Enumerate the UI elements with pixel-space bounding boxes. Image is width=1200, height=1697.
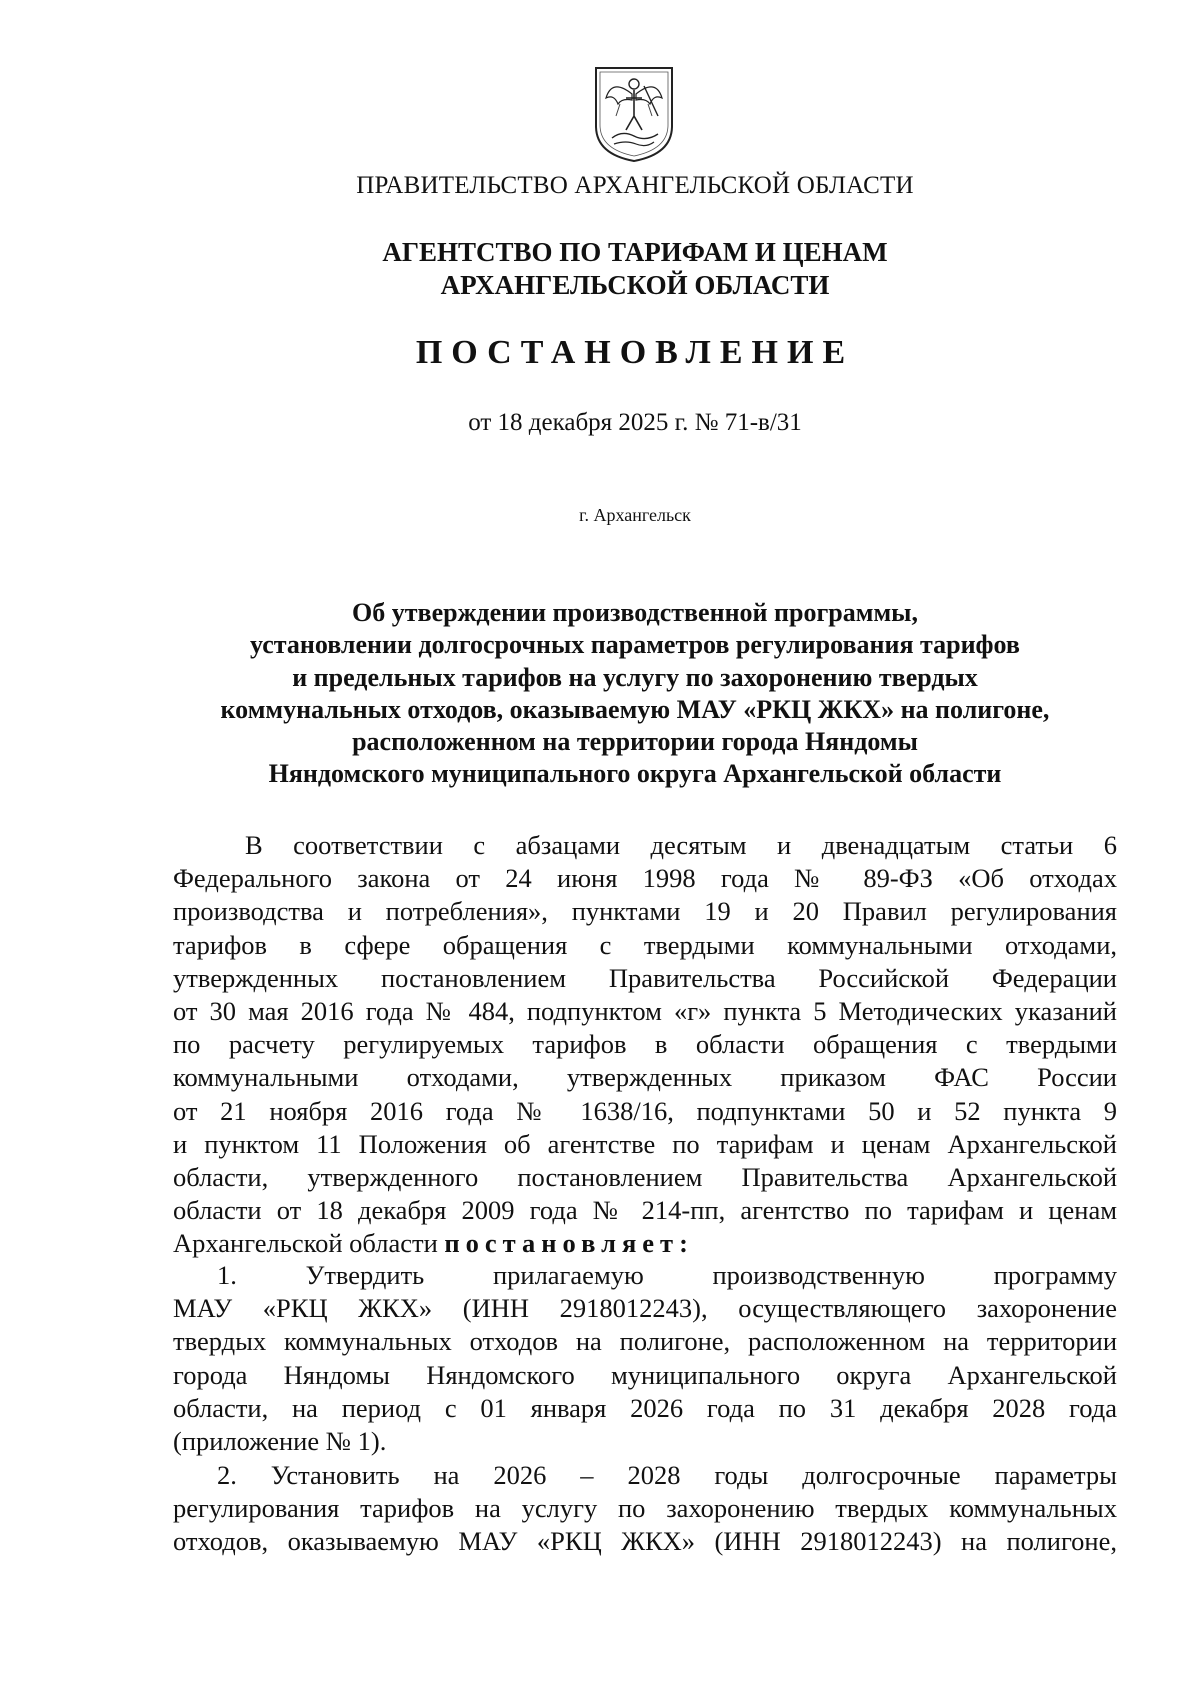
item-1-line: города Няндомы Няндомского муниципального округа Архангельской <box>173 1359 1117 1390</box>
subject-line: Об утверждении производственной программы, <box>352 598 918 627</box>
preamble-line: области от 18 декабря 2009 года № 214-пп, агентство по тарифам и ценам <box>173 1195 1117 1226</box>
preamble-line: коммунальными отходами, утвержденных приказом ФАС России <box>173 1062 1117 1093</box>
document-type: ПОСТАНОВЛЕНИЕ <box>415 334 855 371</box>
preamble-line: области, утвержденного постановлением Правительства Архангельской <box>173 1161 1117 1192</box>
preamble-line: производства и потребления», пунктами 19 и 20 Правил регулирования <box>173 896 1117 927</box>
item-1-line: 1. Утвердить прилагаемую производственную программу <box>217 1260 1117 1290</box>
preamble-last-prefix: Архангельской области <box>173 1228 445 1259</box>
preamble-line: по расчету регулируемых тарифов в области обращения с твердыми <box>173 1029 1117 1060</box>
document-city: г. Архангельск <box>579 505 691 525</box>
item-2-line: 2. Установить на 2026 – 2028 годы долгосрочные параметры <box>217 1460 1117 1490</box>
government-name: ПРАВИТЕЛЬСТВО АРХАНГЕЛЬСКОЙ ОБЛАСТИ <box>356 172 914 199</box>
subject-line: коммунальных отходов, оказываемую МАУ «РКЦ ЖКХ» на полигоне, <box>220 695 1050 724</box>
preamble-line: Федерального закона от 24 июня 1998 года № 89-ФЗ «Об отходах <box>173 863 1117 894</box>
preamble-line: от 21 ноября 2016 года № 1638/16, подпунктами 50 и 52 пункта 9 <box>173 1095 1117 1126</box>
document-date-number: от 18 декабря 2025 г. № 71-в/31 <box>468 409 802 436</box>
preamble-line: от 30 мая 2016 года № 484, подпунктом «г» пункта 5 Методических указаний <box>173 995 1117 1026</box>
agency-name-line-1: АГЕНТСТВО ПО ТАРИФАМ И ЦЕНАМ <box>382 237 888 267</box>
decree-verb: постановляет: <box>444 1228 694 1259</box>
item-1-line: области, на период с 01 января 2026 года по 31 декабря 2028 года <box>173 1392 1117 1423</box>
coat-of-arms-emblem <box>592 64 676 164</box>
agency-name-line-2: АРХАНГЕЛЬСКОЙ ОБЛАСТИ <box>440 270 830 300</box>
preamble-line: тарифов в сфере обращения с твердыми коммунальными отходами, <box>173 929 1117 960</box>
preamble-paragraph <box>173 829 1117 1260</box>
preamble-last-line <box>173 1227 1117 1260</box>
preamble-line: и пунктом 11 Положения об агентстве по тарифам и ценам Архангельской <box>173 1128 1117 1159</box>
item-1-paragraph <box>173 1259 1117 1458</box>
subject-line: установлении долгосрочных параметров регулирования тарифов <box>250 630 1020 659</box>
item-2-line: отходов, оказываемую МАУ «РКЦ ЖКХ» (ИНН 2918012243) на полигоне, <box>173 1526 1117 1557</box>
item-2-line: регулирования тарифов на услугу по захоронению твердых коммунальных <box>173 1493 1117 1524</box>
item-1-line: твердых коммунальных отходов на полигоне, расположенном на территории <box>173 1326 1117 1357</box>
subject-line: расположенном на территории города Няндомы <box>352 727 918 756</box>
subject-line: Няндомского муниципального округа Архангельской области <box>268 759 1002 788</box>
item-1-line: (приложение № 1). <box>173 1425 387 1456</box>
subject-line: и предельных тарифов на услугу по захоронению твердых <box>292 663 978 692</box>
preamble-line: утвержденных постановлением Правительства Российской Федерации <box>173 962 1117 993</box>
item-1-line: МАУ «РКЦ ЖКХ» (ИНН 2918012243), осуществляющего захоронение <box>173 1293 1117 1324</box>
item-2-paragraph <box>173 1459 1117 1559</box>
preamble-line: В соответствии с абзацами десятым и двенадцатым статьи 6 <box>245 830 1117 860</box>
